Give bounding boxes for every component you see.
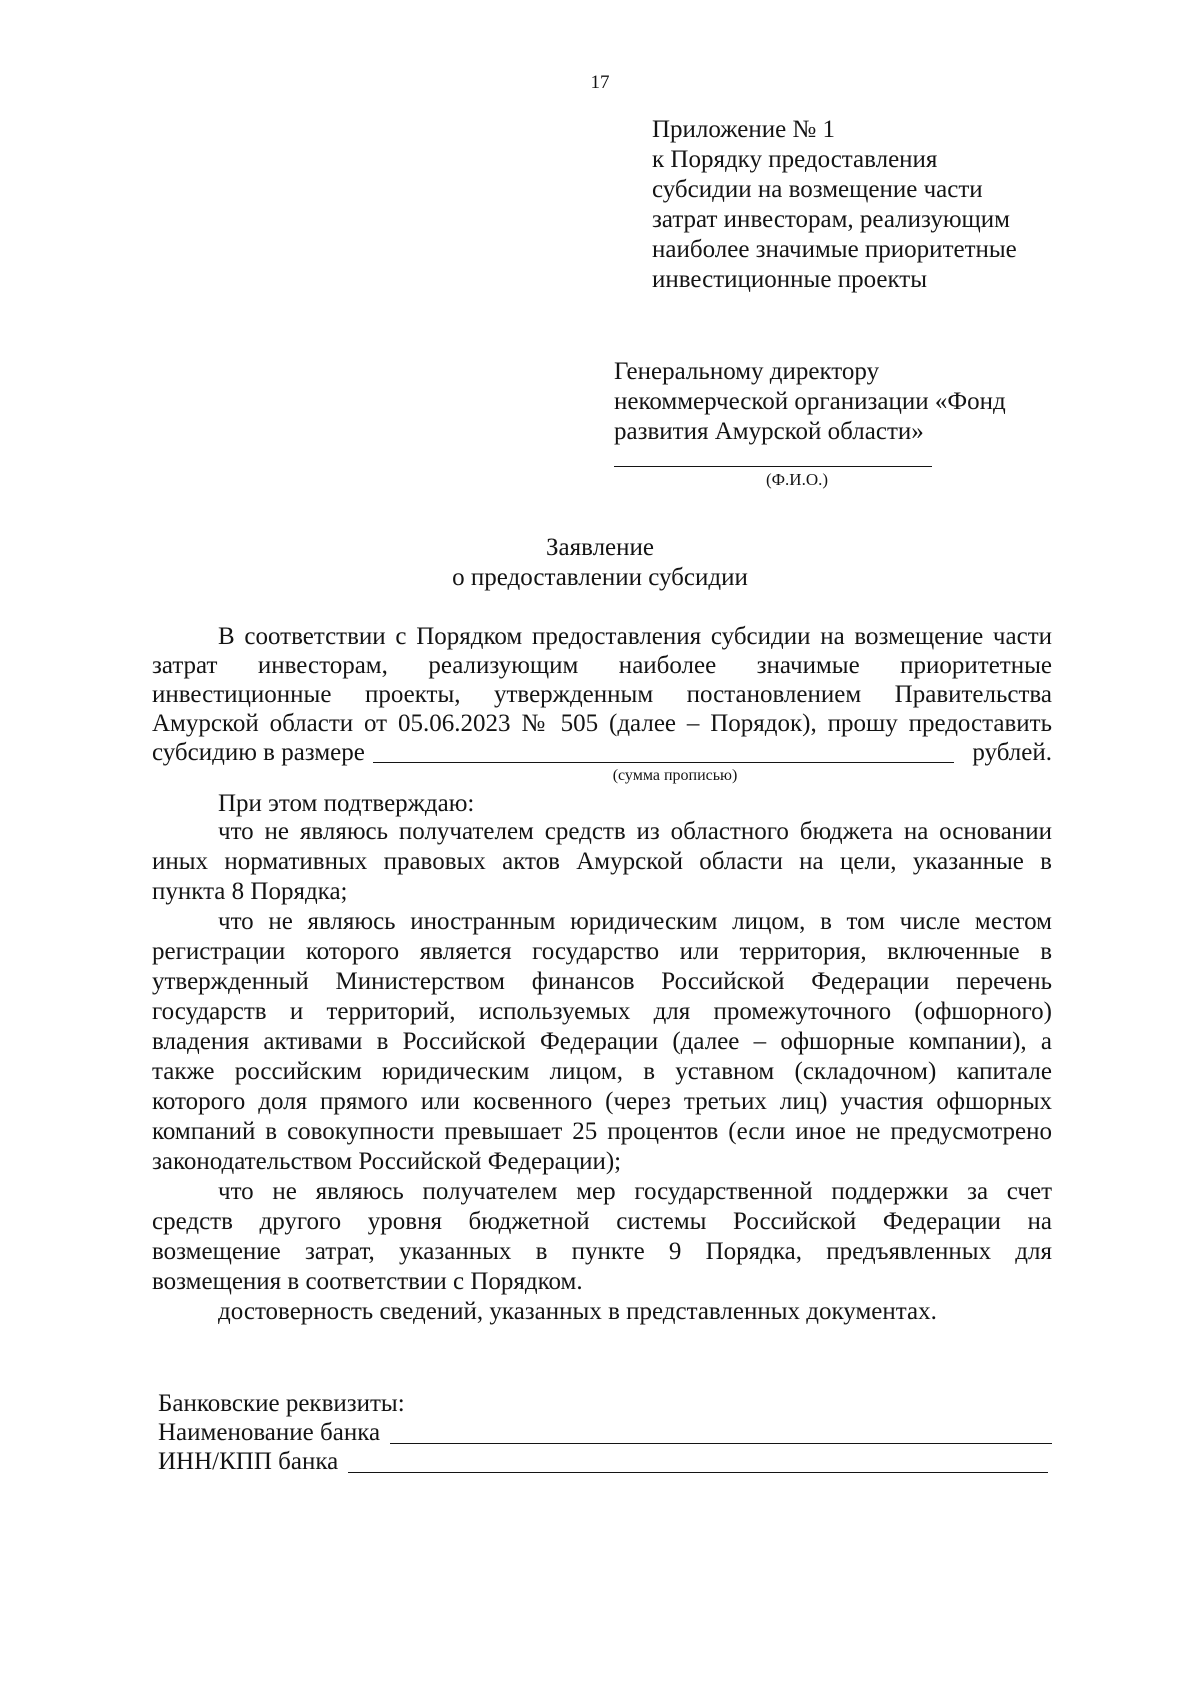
appendix-line: затрат инвесторам, реализующим	[652, 206, 1010, 233]
request-line: В соответствии с Порядком предоставления субсидии на возмещение части	[218, 623, 1052, 650]
bank-name-blank-line	[390, 1442, 1052, 1444]
addressee-line: некоммерческой организации «Фонд	[614, 388, 1006, 415]
request-line: Амурской области от 05.06.2023 № 505 (далее – Порядок), прошу предоставить	[152, 710, 1052, 737]
bank-name-row	[158, 1418, 1052, 1447]
confirm-item-line: законодательством Российской Федерации);	[152, 1148, 622, 1175]
confirm-item-line: государств и территорий, используемых для промежуточного (офшорного)	[152, 998, 1052, 1025]
appendix-line: инвестиционные проекты	[652, 266, 928, 293]
confirm-block	[152, 817, 1052, 1327]
confirm-item-line: утвержденный Министерством финансов Российской Федерации перечень	[152, 968, 1052, 995]
inn-kpp-blank-line	[348, 1471, 1048, 1473]
appendix-block	[652, 115, 1017, 295]
appendix-line: Приложение № 1	[652, 116, 836, 143]
addressee-block	[614, 357, 1006, 447]
confirm-item-line: иных нормативных правовых актов Амурской области на цели, указанные в	[152, 848, 1052, 875]
confirm-item-line: также российским юридическим лицом, в уставном (складочном) капитале	[152, 1058, 1052, 1085]
confirm-item-line: которого доля прямого или косвенного (через третьих лиц) участия офшорных	[152, 1088, 1052, 1115]
page-number: 17	[590, 72, 610, 93]
amount-prefix: субсидию в размере	[152, 739, 365, 766]
request-line: затрат инвесторам, реализующим наиболее значимые приоритетные	[152, 652, 1052, 679]
confirm-item-line: возмещения в соответствии с Порядком.	[152, 1268, 583, 1295]
fio-caption: (Ф.И.О.)	[765, 470, 829, 489]
amount-blank-line	[373, 761, 955, 763]
confirm-item-line: возмещение затрат, указанных в пункте 9 Порядка, предъявленных для	[152, 1238, 1052, 1265]
appendix-line: к Порядку предоставления	[652, 146, 938, 173]
confirm-item-line: пункта 8 Порядка;	[152, 878, 348, 905]
bank-details-block	[158, 1389, 1052, 1476]
bank-name-label: Наименование банка	[158, 1419, 381, 1446]
appendix-line: субсидии на возмещение части	[652, 176, 983, 203]
addressee-line: развития Амурской области»	[614, 418, 924, 445]
amount-caption: (сумма прописью)	[612, 767, 738, 784]
document-subtitle-line: о предоставлении субсидии	[452, 564, 748, 591]
confirm-item-line: средств другого уровня бюджетной системы Российской Федерации на	[152, 1208, 1052, 1235]
confirm-intro: При этом подтверждаю:	[218, 790, 475, 817]
fio-signature-line	[614, 466, 932, 467]
inn-kpp-label: ИНН/КПП банка	[158, 1448, 339, 1475]
bank-details-heading: Банковские реквизиты:	[158, 1390, 405, 1417]
confirm-item-line: что не являюсь получателем мер государственной поддержки за счет	[218, 1178, 1052, 1205]
confirm-item-line: регистрации которого является государство или территория, включенные в	[152, 938, 1052, 965]
confirm-item-line: что не являюсь иностранным юридическим лицом, в том числе местом	[218, 908, 1052, 935]
subsidy-amount-row	[152, 738, 1052, 767]
confirm-item-line: что не являюсь получателем средств из областного бюджета на основании	[218, 818, 1052, 845]
confirm-item-line: владения активами в Российской Федерации (далее – офшорные компании), а	[152, 1028, 1052, 1055]
amount-suffix: рублей.	[972, 739, 1052, 766]
request-line: инвестиционные проекты, утвержденным постановлением Правительства	[152, 681, 1052, 708]
inn-kpp-row	[158, 1447, 1048, 1476]
document-title-line: Заявление	[545, 534, 655, 561]
request-paragraph	[152, 622, 1052, 767]
confirm-item-line: достоверность сведений, указанных в представленных документах.	[218, 1298, 937, 1325]
appendix-line: наиболее значимые приоритетные	[652, 236, 1017, 263]
document-title	[0, 533, 1200, 593]
addressee-line: Генеральному директору	[614, 358, 880, 385]
confirm-item-line: компаний в совокупности превышает 25 процентов (если иное не предусмотрено	[152, 1118, 1052, 1145]
